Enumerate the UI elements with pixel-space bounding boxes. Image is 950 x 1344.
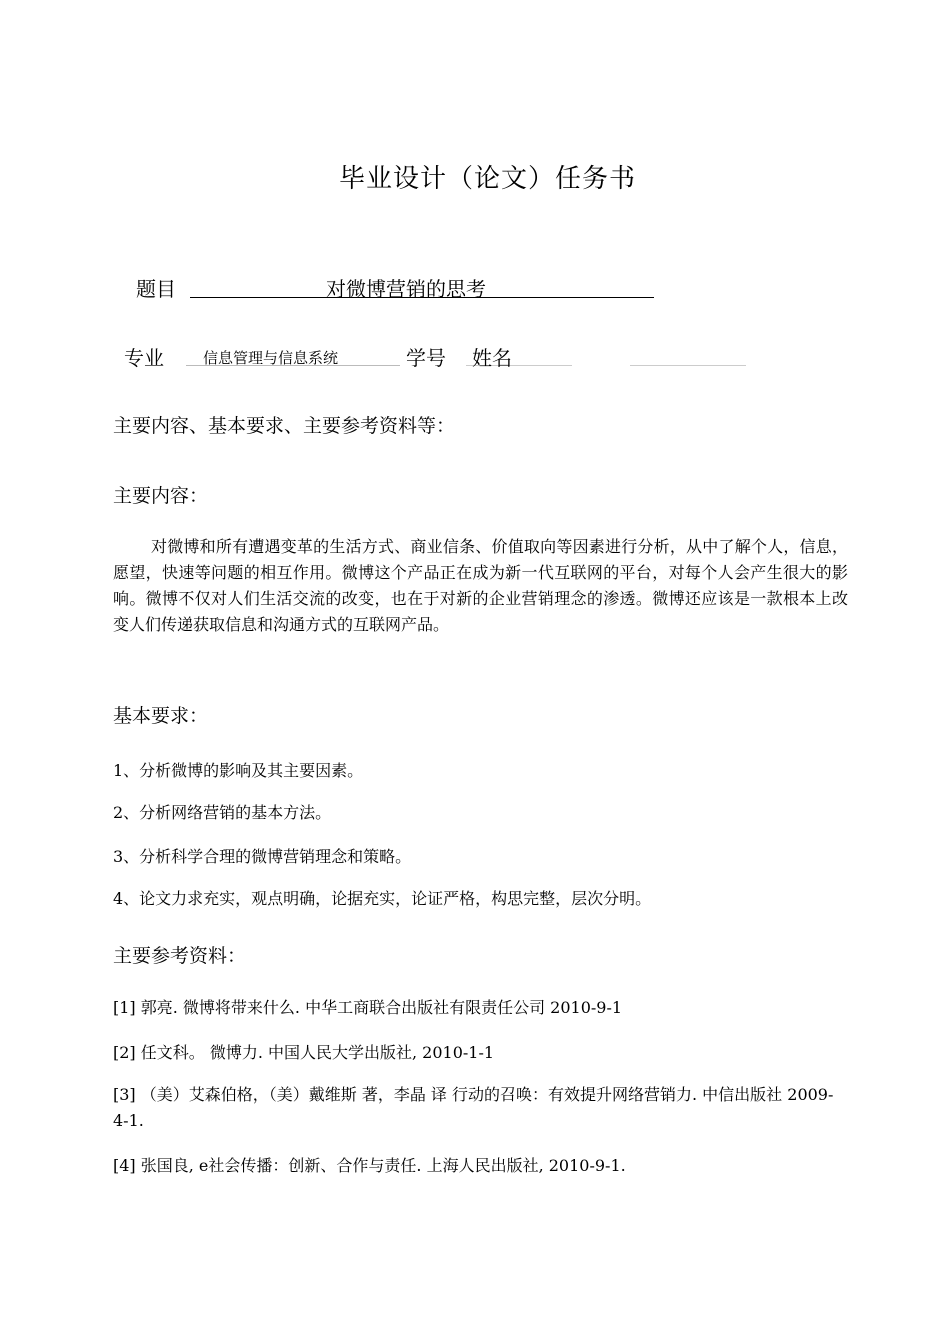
document-title: 毕业设计（论文）任务书	[338, 164, 636, 194]
reference-item: [2] 任文科。 微博力. 中国人民大学出版社, 2010-1-1	[113, 1043, 495, 1062]
main-heading: 主要内容、基本要求、主要参考资料等：	[113, 415, 456, 437]
content-paragraph: 对微博和所有遭遇变革的生活方式、商业信条、价值取向等因素进行分析，从中了解个人，信息，愿望，快速等问题的相互作用。微博这个产品正在成为新一代互联网的平台，对每个人会产生很大的影响。微博不仅对人们生活交流的改变，也在于对新的企业营销理念的渗透。微博还应该是一款根本上改变人们传递获取信息和沟通方式的互联网产品。	[113, 537, 848, 634]
requirement-item: 4、论文力求充实，观点明确，论据充实，论证严格，构思完整，层次分明。	[113, 889, 652, 908]
requirements-heading: 基本要求：	[113, 705, 209, 727]
reference-item: [1] 郭亮. 微博将带来什么. 中华工商联合出版社有限责任公司 2010-9-1	[113, 998, 623, 1017]
reference-item: [4] 张国良, e社会传播：创新、合作与责任. 上海人民出版社, 2010-9-1.	[113, 1156, 626, 1175]
name-label: 姓名	[472, 346, 512, 370]
major-label: 专业	[124, 346, 164, 370]
requirement-item: 2、分析网络营销的基本方法。	[113, 803, 332, 822]
blank-underline	[630, 342, 746, 366]
major-value: 信息管理与信息系统	[203, 349, 339, 367]
topic-value: 对微博营销的思考	[326, 277, 486, 301]
requirement-item: 1、分析微博的影响及其主要因素。	[113, 761, 364, 780]
references-heading: 主要参考资料：	[113, 945, 247, 967]
topic-label: 题目	[136, 277, 176, 301]
content-heading: 主要内容：	[113, 485, 209, 507]
reference-item: [3] （美）艾森伯格，（美）戴维斯 著，李晶 译 行动的召唤：有效提升网络营销力. 中信出版社 2009-4-1.	[113, 1085, 834, 1130]
student-id-label: 学号	[406, 346, 446, 370]
requirement-item: 3、分析科学合理的微博营销理念和策略。	[113, 847, 412, 866]
